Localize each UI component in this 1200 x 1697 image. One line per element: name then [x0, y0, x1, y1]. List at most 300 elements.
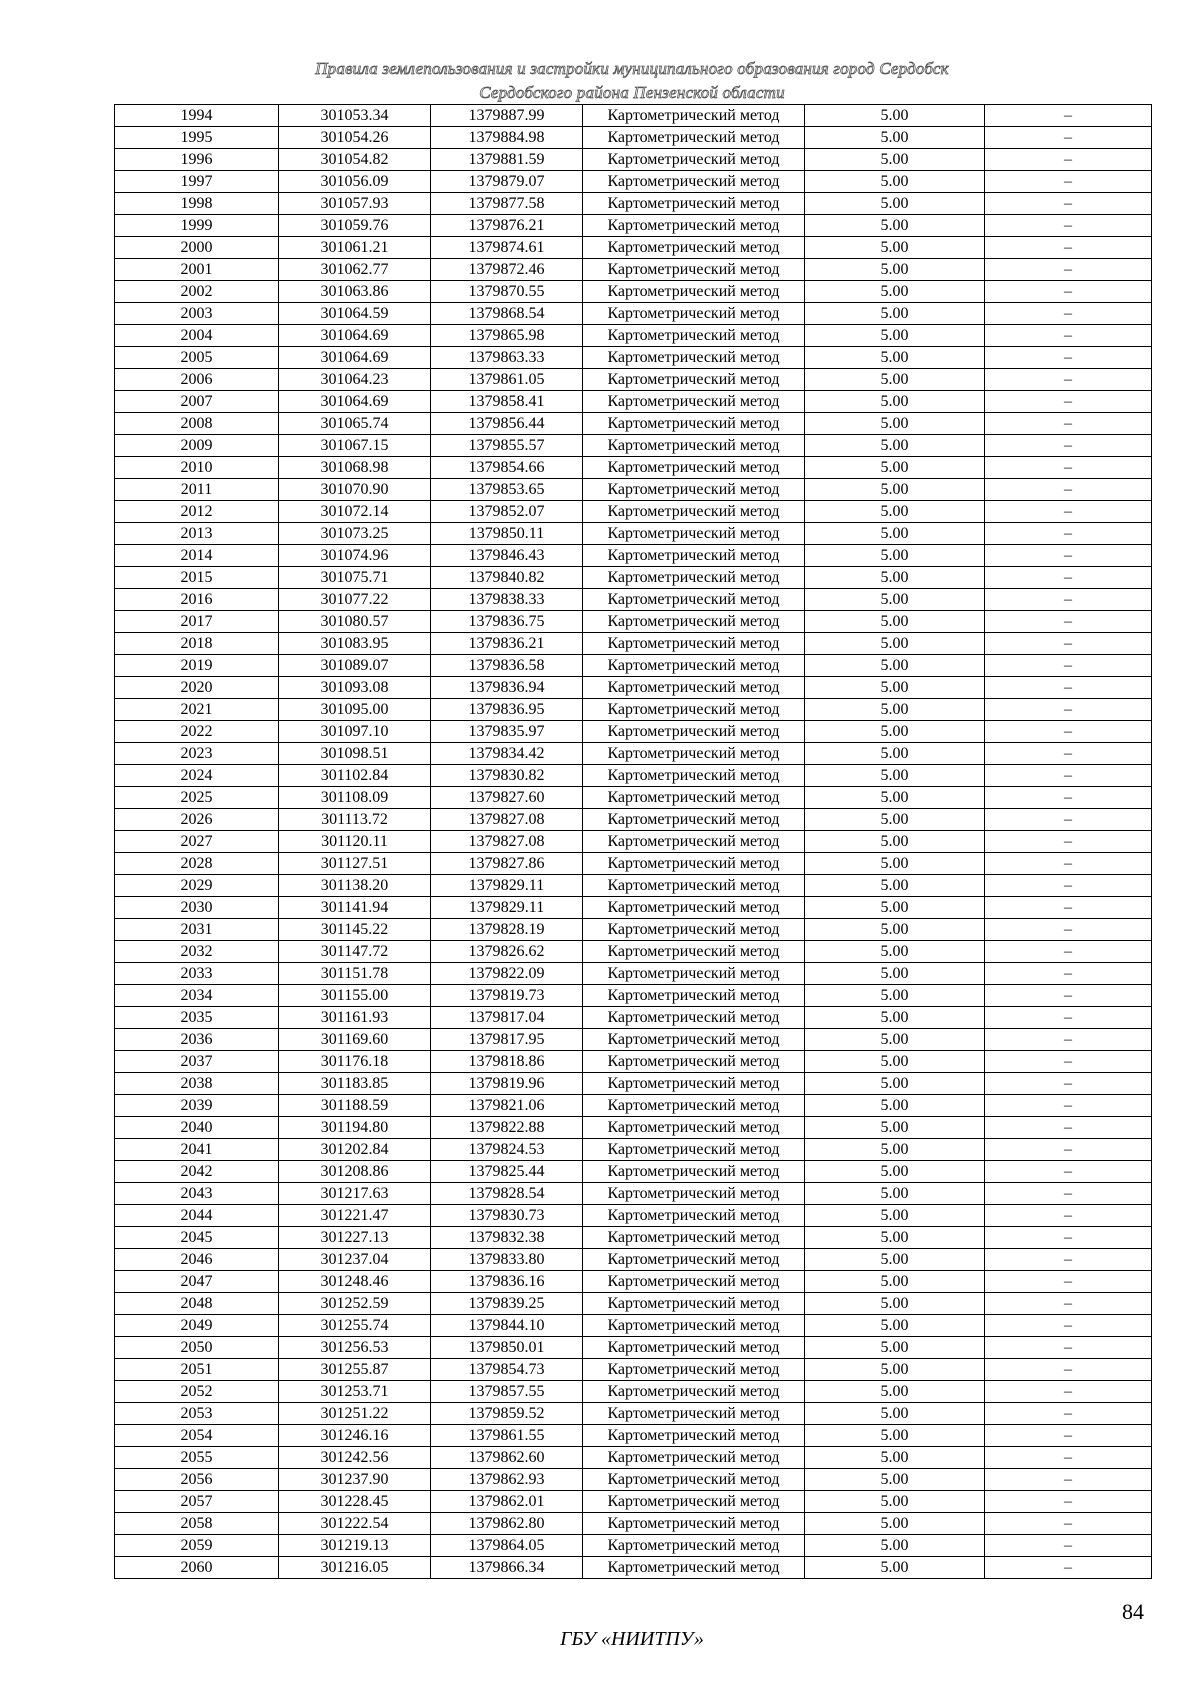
table-row [115, 655, 1152, 677]
description-cell: – [985, 1205, 1152, 1227]
y-coordinate-cell: 1379840.82 [431, 567, 583, 589]
table-row [115, 875, 1152, 897]
table-row [115, 1117, 1152, 1139]
y-coordinate-cell: 1379887.99 [431, 105, 583, 127]
x-coordinate-cell: 301145.22 [279, 919, 431, 941]
point-number-cell: 2051 [115, 1359, 279, 1381]
method-cell: Картометрический метод [583, 347, 805, 369]
y-coordinate-cell: 1379819.73 [431, 985, 583, 1007]
x-coordinate-cell: 301054.26 [279, 127, 431, 149]
point-number-cell: 2001 [115, 259, 279, 281]
point-number-cell: 2022 [115, 721, 279, 743]
table-row [115, 589, 1152, 611]
y-coordinate-cell: 1379850.11 [431, 523, 583, 545]
table-row [115, 743, 1152, 765]
method-cell: Картометрический метод [583, 1161, 805, 1183]
description-cell: – [985, 105, 1152, 127]
description-cell: – [985, 457, 1152, 479]
x-coordinate-cell: 301089.07 [279, 655, 431, 677]
y-coordinate-cell: 1379825.44 [431, 1161, 583, 1183]
x-coordinate-cell: 301256.53 [279, 1337, 431, 1359]
accuracy-cell: 5.00 [805, 347, 985, 369]
x-coordinate-cell: 301093.08 [279, 677, 431, 699]
table-row [115, 1359, 1152, 1381]
table-row [115, 831, 1152, 853]
accuracy-cell: 5.00 [805, 1139, 985, 1161]
accuracy-cell: 5.00 [805, 567, 985, 589]
accuracy-cell: 5.00 [805, 1381, 985, 1403]
x-coordinate-cell: 301064.59 [279, 303, 431, 325]
accuracy-cell: 5.00 [805, 853, 985, 875]
description-cell: – [985, 633, 1152, 655]
accuracy-cell: 5.00 [805, 1403, 985, 1425]
description-cell: – [985, 1337, 1152, 1359]
method-cell: Картометрический метод [583, 1469, 805, 1491]
y-coordinate-cell: 1379862.01 [431, 1491, 583, 1513]
point-number-cell: 1996 [115, 149, 279, 171]
method-cell: Картометрический метод [583, 721, 805, 743]
table-row [115, 149, 1152, 171]
accuracy-cell: 5.00 [805, 1337, 985, 1359]
x-coordinate-cell: 301227.13 [279, 1227, 431, 1249]
table-row [115, 1271, 1152, 1293]
y-coordinate-cell: 1379836.94 [431, 677, 583, 699]
description-cell: – [985, 501, 1152, 523]
y-coordinate-cell: 1379836.95 [431, 699, 583, 721]
table-row [115, 105, 1152, 127]
point-number-cell: 2044 [115, 1205, 279, 1227]
x-coordinate-cell: 301255.74 [279, 1315, 431, 1337]
point-number-cell: 2055 [115, 1447, 279, 1469]
accuracy-cell: 5.00 [805, 325, 985, 347]
point-number-cell: 2019 [115, 655, 279, 677]
point-number-cell: 2046 [115, 1249, 279, 1271]
table-row [115, 457, 1152, 479]
table-row [115, 193, 1152, 215]
running-header [0, 57, 1200, 105]
table-row [115, 171, 1152, 193]
table-row [115, 281, 1152, 303]
accuracy-cell: 5.00 [805, 1491, 985, 1513]
accuracy-cell: 5.00 [805, 479, 985, 501]
x-coordinate-cell: 301057.93 [279, 193, 431, 215]
y-coordinate-cell: 1379879.07 [431, 171, 583, 193]
page-number: 84 [1122, 1599, 1144, 1624]
point-number-cell: 2017 [115, 611, 279, 633]
accuracy-cell: 5.00 [805, 655, 985, 677]
point-number-cell: 2042 [115, 1161, 279, 1183]
method-cell: Картометрический метод [583, 1051, 805, 1073]
y-coordinate-cell: 1379855.57 [431, 435, 583, 457]
description-cell: – [985, 193, 1152, 215]
accuracy-cell: 5.00 [805, 1315, 985, 1337]
point-number-cell: 2021 [115, 699, 279, 721]
x-coordinate-cell: 301141.94 [279, 897, 431, 919]
method-cell: Картометрический метод [583, 897, 805, 919]
x-coordinate-cell: 301054.82 [279, 149, 431, 171]
table-row [115, 611, 1152, 633]
method-cell: Картометрический метод [583, 171, 805, 193]
method-cell: Картометрический метод [583, 215, 805, 237]
x-coordinate-cell: 301151.78 [279, 963, 431, 985]
table-row [115, 479, 1152, 501]
y-coordinate-cell: 1379868.54 [431, 303, 583, 325]
description-cell: – [985, 1403, 1152, 1425]
description-cell: – [985, 369, 1152, 391]
accuracy-cell: 5.00 [805, 1117, 985, 1139]
x-coordinate-cell: 301202.84 [279, 1139, 431, 1161]
method-cell: Картометрический метод [583, 1337, 805, 1359]
method-cell: Картометрический метод [583, 1183, 805, 1205]
point-number-cell: 2041 [115, 1139, 279, 1161]
method-cell: Картометрический метод [583, 457, 805, 479]
table-row [115, 1183, 1152, 1205]
table-row [115, 303, 1152, 325]
accuracy-cell: 5.00 [805, 413, 985, 435]
y-coordinate-cell: 1379853.65 [431, 479, 583, 501]
point-number-cell: 2025 [115, 787, 279, 809]
table-row [115, 1007, 1152, 1029]
y-coordinate-cell: 1379836.58 [431, 655, 583, 677]
y-coordinate-cell: 1379836.21 [431, 633, 583, 655]
table-row [115, 501, 1152, 523]
point-number-cell: 2006 [115, 369, 279, 391]
y-coordinate-cell: 1379817.95 [431, 1029, 583, 1051]
method-cell: Картометрический метод [583, 963, 805, 985]
x-coordinate-cell: 301253.71 [279, 1381, 431, 1403]
accuracy-cell: 5.00 [805, 765, 985, 787]
point-number-cell: 2012 [115, 501, 279, 523]
description-cell: – [985, 1227, 1152, 1249]
table-row [115, 1205, 1152, 1227]
accuracy-cell: 5.00 [805, 1161, 985, 1183]
table-row [115, 1051, 1152, 1073]
accuracy-cell: 5.00 [805, 193, 985, 215]
table-row [115, 391, 1152, 413]
point-number-cell: 2036 [115, 1029, 279, 1051]
accuracy-cell: 5.00 [805, 435, 985, 457]
method-cell: Картометрический метод [583, 1491, 805, 1513]
coordinates-table [114, 104, 1152, 1579]
y-coordinate-cell: 1379830.73 [431, 1205, 583, 1227]
accuracy-cell: 5.00 [805, 149, 985, 171]
description-cell: – [985, 325, 1152, 347]
y-coordinate-cell: 1379826.62 [431, 941, 583, 963]
method-cell: Картометрический метод [583, 765, 805, 787]
method-cell: Картометрический метод [583, 193, 805, 215]
accuracy-cell: 5.00 [805, 831, 985, 853]
point-number-cell: 2024 [115, 765, 279, 787]
description-cell: – [985, 1535, 1152, 1557]
point-number-cell: 2007 [115, 391, 279, 413]
y-coordinate-cell: 1379862.93 [431, 1469, 583, 1491]
accuracy-cell: 5.00 [805, 1073, 985, 1095]
y-coordinate-cell: 1379862.80 [431, 1513, 583, 1535]
method-cell: Картометрический метод [583, 501, 805, 523]
y-coordinate-cell: 1379858.41 [431, 391, 583, 413]
description-cell: – [985, 479, 1152, 501]
accuracy-cell: 5.00 [805, 215, 985, 237]
y-coordinate-cell: 1379836.16 [431, 1271, 583, 1293]
method-cell: Картометрический метод [583, 831, 805, 853]
description-cell: – [985, 523, 1152, 545]
table-row [115, 699, 1152, 721]
y-coordinate-cell: 1379872.46 [431, 259, 583, 281]
description-cell: – [985, 347, 1152, 369]
description-cell: – [985, 875, 1152, 897]
table-row [115, 347, 1152, 369]
point-number-cell: 2057 [115, 1491, 279, 1513]
accuracy-cell: 5.00 [805, 105, 985, 127]
x-coordinate-cell: 301183.85 [279, 1073, 431, 1095]
table-row [115, 919, 1152, 941]
y-coordinate-cell: 1379846.43 [431, 545, 583, 567]
description-cell: – [985, 787, 1152, 809]
method-cell: Картометрический метод [583, 985, 805, 1007]
description-cell: – [985, 1051, 1152, 1073]
description-cell: – [985, 1139, 1152, 1161]
accuracy-cell: 5.00 [805, 1359, 985, 1381]
accuracy-cell: 5.00 [805, 457, 985, 479]
y-coordinate-cell: 1379865.98 [431, 325, 583, 347]
accuracy-cell: 5.00 [805, 391, 985, 413]
point-number-cell: 2027 [115, 831, 279, 853]
description-cell: – [985, 589, 1152, 611]
description-cell: – [985, 1557, 1152, 1579]
x-coordinate-cell: 301217.63 [279, 1183, 431, 1205]
y-coordinate-cell: 1379874.61 [431, 237, 583, 259]
x-coordinate-cell: 301113.72 [279, 809, 431, 831]
table-row [115, 985, 1152, 1007]
accuracy-cell: 5.00 [805, 589, 985, 611]
method-cell: Картометрический метод [583, 1447, 805, 1469]
point-number-cell: 2015 [115, 567, 279, 589]
y-coordinate-cell: 1379828.19 [431, 919, 583, 941]
method-cell: Картометрический метод [583, 303, 805, 325]
table-row [115, 1381, 1152, 1403]
method-cell: Картометрический метод [583, 127, 805, 149]
table-row [115, 1425, 1152, 1447]
method-cell: Картометрический метод [583, 809, 805, 831]
method-cell: Картометрический метод [583, 105, 805, 127]
x-coordinate-cell: 301237.90 [279, 1469, 431, 1491]
accuracy-cell: 5.00 [805, 1227, 985, 1249]
accuracy-cell: 5.00 [805, 171, 985, 193]
y-coordinate-cell: 1379821.06 [431, 1095, 583, 1117]
point-number-cell: 2003 [115, 303, 279, 325]
method-cell: Картометрический метод [583, 259, 805, 281]
x-coordinate-cell: 301064.23 [279, 369, 431, 391]
accuracy-cell: 5.00 [805, 809, 985, 831]
accuracy-cell: 5.00 [805, 677, 985, 699]
table-row [115, 897, 1152, 919]
x-coordinate-cell: 301061.21 [279, 237, 431, 259]
accuracy-cell: 5.00 [805, 501, 985, 523]
accuracy-cell: 5.00 [805, 919, 985, 941]
accuracy-cell: 5.00 [805, 1205, 985, 1227]
description-cell: – [985, 1183, 1152, 1205]
description-cell: – [985, 743, 1152, 765]
accuracy-cell: 5.00 [805, 787, 985, 809]
method-cell: Картометрический метод [583, 787, 805, 809]
footer-organization: ГБУ «НИИТПУ» [560, 1628, 704, 1650]
method-cell: Картометрический метод [583, 413, 805, 435]
x-coordinate-cell: 301070.90 [279, 479, 431, 501]
description-cell: – [985, 435, 1152, 457]
description-cell: – [985, 1491, 1152, 1513]
description-cell: – [985, 809, 1152, 831]
point-number-cell: 2060 [115, 1557, 279, 1579]
point-number-cell: 2004 [115, 325, 279, 347]
accuracy-cell: 5.00 [805, 897, 985, 919]
x-coordinate-cell: 301067.15 [279, 435, 431, 457]
method-cell: Картометрический метод [583, 1557, 805, 1579]
description-cell: – [985, 1271, 1152, 1293]
x-coordinate-cell: 301251.22 [279, 1403, 431, 1425]
x-coordinate-cell: 301228.45 [279, 1491, 431, 1513]
x-coordinate-cell: 301169.60 [279, 1029, 431, 1051]
y-coordinate-cell: 1379877.58 [431, 193, 583, 215]
x-coordinate-cell: 301108.09 [279, 787, 431, 809]
accuracy-cell: 5.00 [805, 611, 985, 633]
y-coordinate-cell: 1379827.86 [431, 853, 583, 875]
y-coordinate-cell: 1379876.21 [431, 215, 583, 237]
x-coordinate-cell: 301147.72 [279, 941, 431, 963]
method-cell: Картометрический метод [583, 1381, 805, 1403]
description-cell: – [985, 281, 1152, 303]
table-row [115, 1227, 1152, 1249]
x-coordinate-cell: 301075.71 [279, 567, 431, 589]
point-number-cell: 2059 [115, 1535, 279, 1557]
method-cell: Картометрический метод [583, 1359, 805, 1381]
accuracy-cell: 5.00 [805, 721, 985, 743]
point-number-cell: 2020 [115, 677, 279, 699]
method-cell: Картометрический метод [583, 281, 805, 303]
accuracy-cell: 5.00 [805, 1513, 985, 1535]
method-cell: Картометрический метод [583, 391, 805, 413]
table-row [115, 325, 1152, 347]
x-coordinate-cell: 301255.87 [279, 1359, 431, 1381]
header-line-1: Правила землепользования и застройки муниципального образования город Сердобск [315, 59, 949, 78]
point-number-cell: 1995 [115, 127, 279, 149]
table-row [115, 1315, 1152, 1337]
accuracy-cell: 5.00 [805, 1183, 985, 1205]
point-number-cell: 2016 [115, 589, 279, 611]
y-coordinate-cell: 1379881.59 [431, 149, 583, 171]
x-coordinate-cell: 301072.14 [279, 501, 431, 523]
table-row [115, 765, 1152, 787]
description-cell: – [985, 1359, 1152, 1381]
table-row [115, 853, 1152, 875]
accuracy-cell: 5.00 [805, 1051, 985, 1073]
x-coordinate-cell: 301161.93 [279, 1007, 431, 1029]
x-coordinate-cell: 301065.74 [279, 413, 431, 435]
x-coordinate-cell: 301098.51 [279, 743, 431, 765]
x-coordinate-cell: 301127.51 [279, 853, 431, 875]
y-coordinate-cell: 1379819.96 [431, 1073, 583, 1095]
accuracy-cell: 5.00 [805, 1029, 985, 1051]
table-row [115, 1293, 1152, 1315]
x-coordinate-cell: 301064.69 [279, 325, 431, 347]
table-row [115, 523, 1152, 545]
table-row [115, 1249, 1152, 1271]
table-row [115, 1073, 1152, 1095]
table-row [115, 413, 1152, 435]
table-row [115, 1161, 1152, 1183]
y-coordinate-cell: 1379854.73 [431, 1359, 583, 1381]
method-cell: Картометрический метод [583, 1271, 805, 1293]
method-cell: Картометрический метод [583, 1117, 805, 1139]
accuracy-cell: 5.00 [805, 281, 985, 303]
y-coordinate-cell: 1379852.07 [431, 501, 583, 523]
method-cell: Картометрический метод [583, 743, 805, 765]
point-number-cell: 2050 [115, 1337, 279, 1359]
description-cell: – [985, 1381, 1152, 1403]
y-coordinate-cell: 1379817.04 [431, 1007, 583, 1029]
point-number-cell: 2030 [115, 897, 279, 919]
point-number-cell: 2040 [115, 1117, 279, 1139]
y-coordinate-cell: 1379827.08 [431, 831, 583, 853]
description-cell: – [985, 1469, 1152, 1491]
point-number-cell: 2033 [115, 963, 279, 985]
y-coordinate-cell: 1379864.05 [431, 1535, 583, 1557]
table-row [115, 259, 1152, 281]
y-coordinate-cell: 1379822.88 [431, 1117, 583, 1139]
point-number-cell: 2018 [115, 633, 279, 655]
x-coordinate-cell: 301083.95 [279, 633, 431, 655]
method-cell: Картометрический метод [583, 1029, 805, 1051]
point-number-cell: 2005 [115, 347, 279, 369]
description-cell: – [985, 1447, 1152, 1469]
table-row [115, 963, 1152, 985]
description-cell: – [985, 237, 1152, 259]
accuracy-cell: 5.00 [805, 545, 985, 567]
x-coordinate-cell: 301237.04 [279, 1249, 431, 1271]
table-row [115, 1469, 1152, 1491]
description-cell: – [985, 853, 1152, 875]
description-cell: – [985, 831, 1152, 853]
point-number-cell: 2008 [115, 413, 279, 435]
y-coordinate-cell: 1379822.09 [431, 963, 583, 985]
description-cell: – [985, 149, 1152, 171]
table-row [115, 237, 1152, 259]
accuracy-cell: 5.00 [805, 941, 985, 963]
point-number-cell: 2043 [115, 1183, 279, 1205]
table-row [115, 941, 1152, 963]
method-cell: Картометрический метод [583, 1249, 805, 1271]
x-coordinate-cell: 301102.84 [279, 765, 431, 787]
point-number-cell: 2026 [115, 809, 279, 831]
x-coordinate-cell: 301062.77 [279, 259, 431, 281]
y-coordinate-cell: 1379835.97 [431, 721, 583, 743]
method-cell: Картометрический метод [583, 611, 805, 633]
table-row [115, 369, 1152, 391]
accuracy-cell: 5.00 [805, 1293, 985, 1315]
y-coordinate-cell: 1379830.82 [431, 765, 583, 787]
method-cell: Картометрический метод [583, 1073, 805, 1095]
y-coordinate-cell: 1379866.34 [431, 1557, 583, 1579]
point-number-cell: 2039 [115, 1095, 279, 1117]
point-number-cell: 2048 [115, 1293, 279, 1315]
y-coordinate-cell: 1379827.08 [431, 809, 583, 831]
point-number-cell: 1999 [115, 215, 279, 237]
method-cell: Картометрический метод [583, 941, 805, 963]
table-row [115, 1447, 1152, 1469]
x-coordinate-cell: 301064.69 [279, 391, 431, 413]
y-coordinate-cell: 1379863.33 [431, 347, 583, 369]
point-number-cell: 1998 [115, 193, 279, 215]
y-coordinate-cell: 1379833.80 [431, 1249, 583, 1271]
